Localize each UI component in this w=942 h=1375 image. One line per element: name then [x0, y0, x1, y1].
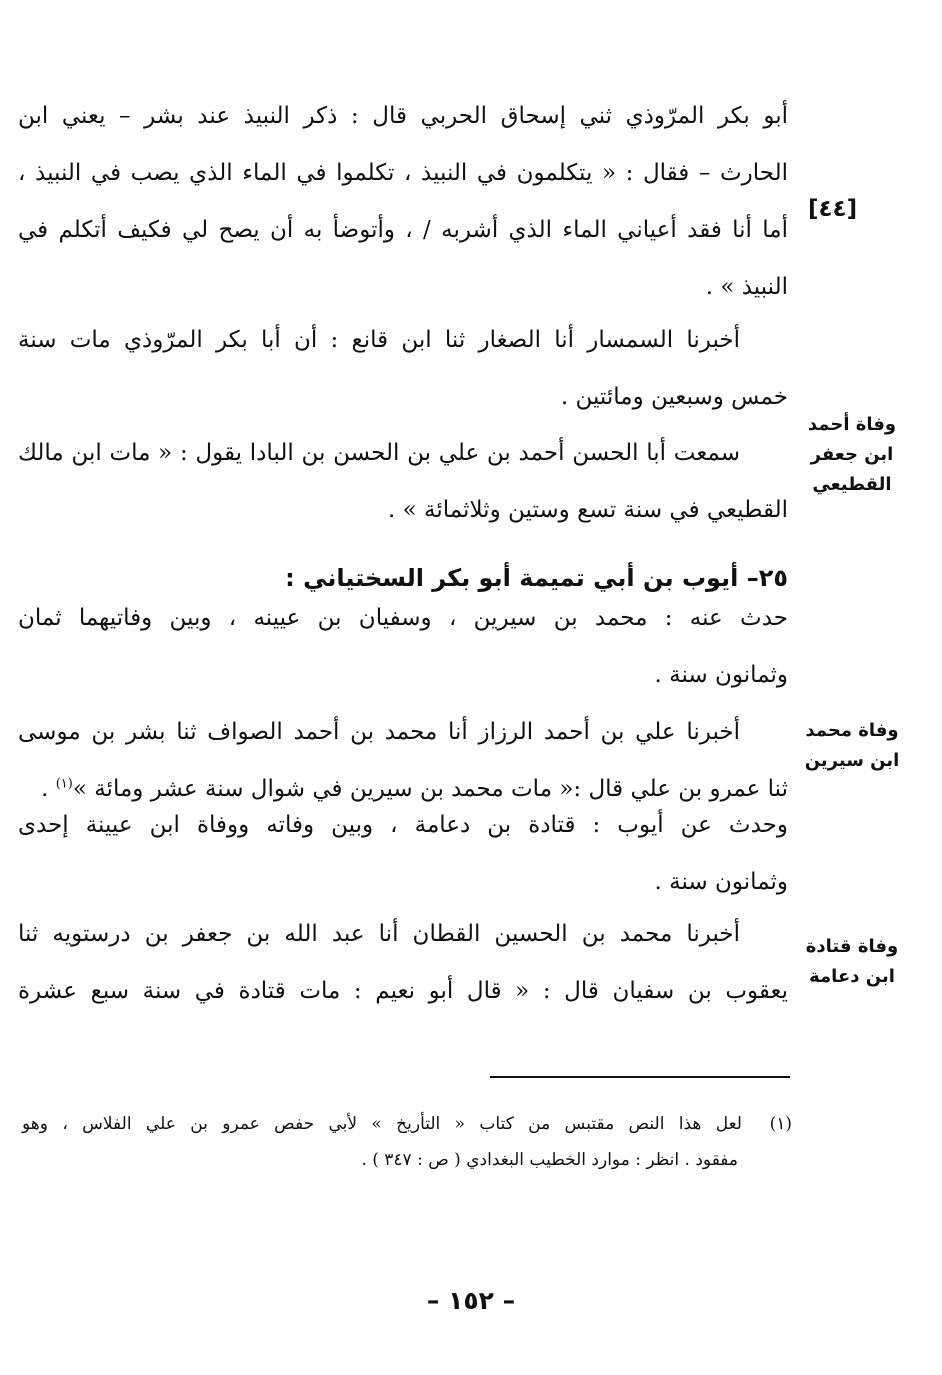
- footnote-marker: (١): [769, 1114, 792, 1134]
- margin-note-line: وفاة أحمد: [807, 414, 897, 435]
- margin-note-ibn-sirin: [802, 716, 902, 776]
- footnote: [22, 1106, 792, 1178]
- paragraph-qatada-death: [18, 906, 788, 1020]
- footnote-line: مفقود . انظر : موارد الخطيب البغدادي ( ص : ٣٤٧ ) .: [361, 1150, 738, 1170]
- entry-heading: ٢٥– أيوب بن أبي تميمة أبو بكر السختياني :: [285, 564, 788, 592]
- margin-note-line: ابن جعفر: [810, 444, 894, 465]
- text-line: القطيعي في سنة تسع وستين وثلاثمائة » .: [388, 497, 788, 523]
- margin-note-line: ابن دعامة: [809, 966, 895, 987]
- manuscript-leaf-marker: [٤٤]: [808, 196, 858, 222]
- margin-note-qatada: [802, 932, 902, 992]
- margin-note-line: ابن سيرين: [804, 750, 900, 771]
- paragraph-qatada: [18, 797, 788, 911]
- paragraph-bishr-nabidh: [18, 88, 788, 316]
- text-line-body: ثنا عمرو بن علي قال :« مات محمد بن سيرين في شوال سنة عشر ومائة »: [72, 776, 788, 802]
- text-line: وثمانون سنة .: [654, 869, 788, 895]
- text-line: النبيذ » .: [705, 274, 788, 300]
- text-line: يعقوب بن سفيان قال : « قال أبو نعيم : مات قتادة في سنة سبع عشرة: [18, 978, 788, 1004]
- text-line: وثمانون سنة .: [654, 662, 788, 688]
- paragraph-ayyub-students: [18, 590, 788, 704]
- text-line: أما أنا فقد أعياني الماء الذي أشربه / ، وأتوضأ به أن يصح لي فكيف أتكلم في: [18, 217, 788, 243]
- text-line: سمعت أبا الحسن أحمد بن علي بن الحسن بن البادا يقول : « مات ابن مالك: [18, 440, 740, 466]
- text-line: أبو بكر المرّوذي ثني إسحاق الحربي قال : ذكر النبيذ عند بشر – يعني ابن: [18, 103, 788, 129]
- text-line: أخبرنا علي بن أحمد الرزاز أنا محمد بن أحمد الصواف ثنا بشر بن موسى: [18, 719, 740, 745]
- footnote-line: [22, 1106, 792, 1142]
- text-line: أخبرنا السمسار أنا الصغار ثنا ابن قانع : أن أبا بكر المرّوذي مات سنة: [18, 327, 740, 353]
- text-line: حدث عنه : محمد بن سيرين ، وسفيان بن عيينه ، وبين وفاتيهما ثمان: [18, 605, 788, 631]
- margin-note-line: القطيعي: [812, 474, 892, 495]
- text-line: وحدث عن أيوب : قتادة بن دعامة ، وبين وفاته ووفاة ابن عيينة إحدى: [18, 812, 788, 838]
- text-line: الحارث – فقال : « يتكلمون في النبيذ ، تكلموا في الماء الذي يصب في النبيذ ،: [18, 160, 788, 186]
- text-line: ثنا عمرو بن علي قال :« مات محمد بن سيرين في شوال سنة عشر ومائة »$^{(١)}$ .: [41, 776, 788, 802]
- footnote-separator: [490, 1076, 790, 1078]
- footnote-text: لعل هذا النص مقتبس من كتاب « التأريخ » لأبي حفص عمرو بن علي الفلاس ، وهو: [22, 1114, 742, 1134]
- margin-note-line: وفاة محمد: [805, 720, 899, 741]
- text-line: أخبرنا محمد بن الحسين القطان أنا عبد الله بن جعفر بن درستويه ثنا: [18, 921, 740, 947]
- margin-note-line: وفاة قتادة: [805, 936, 899, 957]
- paragraph-qatii-death: [18, 425, 788, 539]
- footnote-reference: (١): [55, 776, 73, 792]
- paragraph-marwazi-death: [18, 312, 788, 426]
- text-line: خمس وسبعين ومائتين .: [560, 384, 788, 410]
- margin-note-qatii: [802, 410, 902, 500]
- page-number: – ١٥٢ –: [426, 1286, 516, 1315]
